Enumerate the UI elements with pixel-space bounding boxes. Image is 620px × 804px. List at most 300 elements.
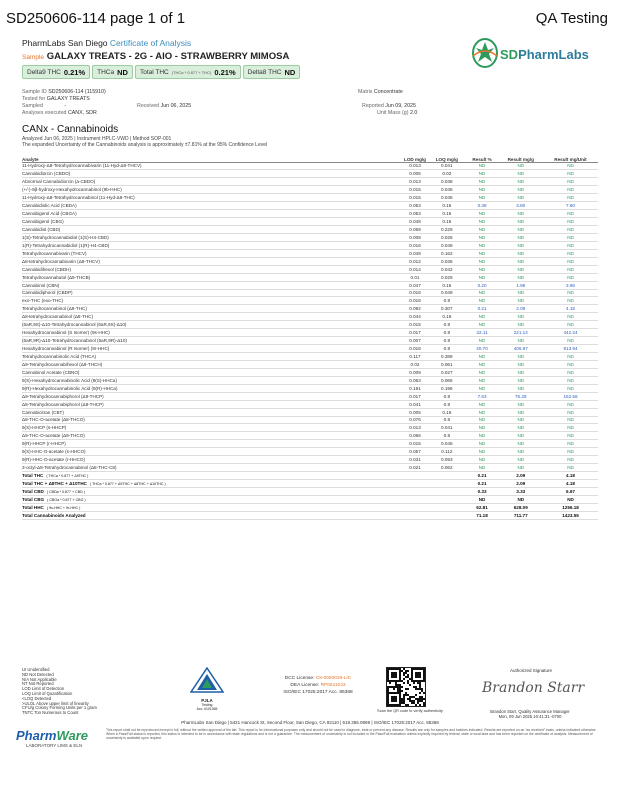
total-value: 1423.55 bbox=[543, 511, 598, 519]
total-row bbox=[22, 503, 598, 511]
cell-value: ND bbox=[466, 464, 499, 472]
cell-value: ND bbox=[498, 162, 543, 170]
cell-value: ND bbox=[543, 337, 598, 345]
analyte-name: Cannabidiorcin (CBDO) bbox=[22, 170, 402, 178]
table-row bbox=[22, 456, 598, 464]
table-row bbox=[22, 202, 598, 210]
cell-value: ND bbox=[498, 424, 543, 432]
cell-value: 76.28 bbox=[498, 392, 543, 400]
total-row bbox=[22, 472, 598, 480]
total-row bbox=[22, 495, 598, 503]
cell-value: ND bbox=[466, 432, 499, 440]
cell-value: ND bbox=[543, 408, 598, 416]
total-value: 6.67 bbox=[543, 487, 598, 495]
badge-delta9-thc: Delta9 THC 0.21% bbox=[22, 65, 90, 79]
table-row bbox=[22, 345, 598, 353]
cell-value: ND bbox=[466, 337, 499, 345]
document-id: SD250606-114 page 1 of 1 bbox=[6, 10, 186, 27]
cell-value: 442.24 bbox=[543, 329, 598, 337]
table-row bbox=[22, 233, 598, 241]
lab-name-line bbox=[22, 38, 191, 48]
cell-value: 0.053 bbox=[402, 210, 428, 218]
disclaimer: This report shall not be reproduced except in full, without the written approval of the lab. This report is for informational purposes only and should not be used to diagnose, treat or prevent any disease. Results are only for samples and batches indicated. Results are reported on an "as received" basis, unless indicated otherwise. When a Pass/Fail status is reported, this status is intended to be in accordance with state regulations and is not a guarantee. The measurement of uncertainty is not included in the Pass/Fail evaluation unless explicitly required by federal, state or local laws and has been reported on the certificate of analysis. Measurement of uncertainty is available upon request. bbox=[106, 728, 597, 740]
table-row bbox=[22, 329, 598, 337]
cell-value: 0.015 bbox=[402, 321, 428, 329]
table-row bbox=[22, 424, 598, 432]
cell-value: ND bbox=[466, 408, 499, 416]
total-value: ND bbox=[498, 495, 543, 503]
total-label: Total THC + Δ8THC + Δ10THC ( THCa * 0.877 + Δ9THC + Δ8THC + Δ10THC ) bbox=[22, 480, 402, 488]
table-row bbox=[22, 257, 598, 265]
cell-value: 0.066 bbox=[402, 432, 428, 440]
handwritten-signature: Brandon Starr bbox=[482, 680, 585, 696]
cell-value: 3.80 bbox=[498, 202, 543, 210]
cannabinoids-table bbox=[22, 150, 598, 520]
table-row bbox=[22, 178, 598, 186]
cell-value: ND bbox=[498, 233, 543, 241]
cell-value: 0.065 bbox=[428, 376, 466, 384]
analyte-name: Hexahydrocannabinol (S Isomer) (9s-HHC) bbox=[22, 329, 402, 337]
cell-value: ND bbox=[543, 464, 598, 472]
cell-value: 0.045 bbox=[428, 194, 466, 202]
abbreviation-item: LOQ Limit of Quantification bbox=[22, 690, 73, 696]
cell-value: ND bbox=[466, 249, 499, 257]
total-value: 4.18 bbox=[543, 480, 598, 488]
cell-value: ND bbox=[543, 233, 598, 241]
cell-value: 0.029 bbox=[428, 273, 466, 281]
cell-value: 1.98 bbox=[498, 281, 543, 289]
cell-value: 0.045 bbox=[428, 440, 466, 448]
cell-value: 0.8 bbox=[428, 297, 466, 305]
cell-value: 0.112 bbox=[428, 448, 466, 456]
unit-mass-row: Unit Mass (g) 2.0 bbox=[377, 110, 418, 116]
total-value: 0.21 bbox=[466, 480, 499, 488]
cell-value: 0.048 bbox=[402, 218, 428, 226]
cell-value: 0.117 bbox=[402, 353, 428, 361]
col-result-pct: Result % bbox=[466, 150, 499, 162]
table-row bbox=[22, 241, 598, 249]
table-row bbox=[22, 210, 598, 218]
cell-value: 0.008 bbox=[402, 233, 428, 241]
cell-value: ND bbox=[498, 241, 543, 249]
cell-value: ND bbox=[498, 249, 543, 257]
cell-value: 0.389 bbox=[428, 353, 466, 361]
analyte-name: Cannabidiolic Acid (CBDA) bbox=[22, 202, 402, 210]
table-row bbox=[22, 416, 598, 424]
analyte-name: 9(R)-HHCP (r-HHCP) bbox=[22, 440, 402, 448]
cell-value: ND bbox=[466, 368, 499, 376]
analyte-name: Δ9-Tetrahydrocannabihexol (Δ9-THCH) bbox=[22, 360, 402, 368]
matrix-row: Matrix Concentrate bbox=[358, 89, 403, 95]
table-row bbox=[22, 265, 598, 273]
cell-value: 0.041 bbox=[402, 400, 428, 408]
table-row bbox=[22, 218, 598, 226]
cell-value: ND bbox=[466, 424, 499, 432]
cell-value: ND bbox=[466, 241, 499, 249]
cell-value: 0.014 bbox=[402, 265, 428, 273]
table-row bbox=[22, 170, 598, 178]
badge-thca: THCa ND bbox=[92, 65, 133, 79]
cell-value: 0.02 bbox=[428, 170, 466, 178]
logo-text: SDPharmLabs bbox=[500, 47, 589, 62]
cell-value: 40.70 bbox=[466, 345, 499, 353]
cell-value: 0.16 bbox=[428, 313, 466, 321]
qr-caption: Scan the QR code to verify authenticity bbox=[377, 709, 443, 713]
cell-value: ND bbox=[543, 218, 598, 226]
cell-value: ND bbox=[466, 210, 499, 218]
cell-value: ND bbox=[466, 416, 499, 424]
analyte-name: Abnormal Cannabidiorcin (a-CBDO) bbox=[22, 178, 402, 186]
cell-value: ND bbox=[543, 297, 598, 305]
cell-value: ND bbox=[466, 265, 499, 273]
total-label: Total CBG ( CBGa * 0.877 + CBG ) bbox=[22, 495, 402, 503]
cell-value: 0.8 bbox=[428, 416, 466, 424]
cell-value: 0.16 bbox=[428, 408, 466, 416]
cell-value: 0.036 bbox=[428, 257, 466, 265]
cell-value: ND bbox=[466, 162, 499, 170]
cell-value: ND bbox=[498, 226, 543, 234]
cell-value: ND bbox=[466, 313, 499, 321]
sample-name-line bbox=[22, 51, 289, 62]
cell-value: 0.042 bbox=[428, 265, 466, 273]
analyte-name: 1(S)-Tetrahydrocannabidiol (1(S)-H4-CBD) bbox=[22, 233, 402, 241]
cell-value: ND bbox=[498, 400, 543, 408]
table-row bbox=[22, 281, 598, 289]
table-row bbox=[22, 376, 598, 384]
cell-value: 0.016 bbox=[402, 241, 428, 249]
cell-value: ND bbox=[498, 384, 543, 392]
cell-value: ND bbox=[466, 170, 499, 178]
cell-value: 0.076 bbox=[402, 416, 428, 424]
cell-value: 0.16 bbox=[428, 281, 466, 289]
analyte-name: 11-Hydroxy-Δ8-Tetrahydrocannabivarin (11-Hyd-Δ8-THCV) bbox=[22, 162, 402, 170]
cell-value: 0.21 bbox=[466, 305, 499, 313]
cell-value: ND bbox=[498, 321, 543, 329]
cell-value: 0.027 bbox=[428, 368, 466, 376]
cell-value: 0.016 bbox=[402, 345, 428, 353]
table-row bbox=[22, 448, 598, 456]
total-label: Total HHC ( 9s-HHC + 9r-HHC ) bbox=[22, 503, 402, 511]
cell-value: 0.021 bbox=[402, 464, 428, 472]
cell-value: 0.047 bbox=[402, 281, 428, 289]
cell-value: ND bbox=[543, 186, 598, 194]
cell-value: 0.057 bbox=[402, 448, 428, 456]
cell-value: ND bbox=[498, 440, 543, 448]
cell-value: ND bbox=[543, 360, 598, 368]
signature-label: Authorized Signature bbox=[510, 668, 553, 673]
analyte-name: Cannabigerol (CBG) bbox=[22, 218, 402, 226]
cell-value: 0.16 bbox=[428, 202, 466, 210]
sampled-row: Sampled - bbox=[22, 103, 67, 109]
table-row bbox=[22, 186, 598, 194]
cell-value: ND bbox=[498, 448, 543, 456]
cell-value: ND bbox=[543, 432, 598, 440]
lab-address: PharmLabs San Diego | 5421 Hancock St, Second Floor, San Diego, CA 92110 | 619.356.0898 | ISO/IEC 17025:2017 Acc. 85368 bbox=[181, 720, 439, 725]
total-label: Total Cannabinoids Analyzed bbox=[22, 511, 402, 519]
total-row bbox=[22, 511, 598, 519]
cell-value: ND bbox=[466, 289, 499, 297]
cell-value: ND bbox=[498, 337, 543, 345]
cell-value: ND bbox=[466, 353, 499, 361]
cell-value: ND bbox=[543, 368, 598, 376]
table-row bbox=[22, 289, 598, 297]
analyte-name: Δ8-tetrahydrocannabivarin (Δ8-THCV) bbox=[22, 257, 402, 265]
cell-value: ND bbox=[498, 289, 543, 297]
cell-value: ND bbox=[466, 297, 499, 305]
cell-value: 0.016 bbox=[402, 289, 428, 297]
cell-value: ND bbox=[543, 313, 598, 321]
cell-value: 0.307 bbox=[428, 305, 466, 313]
pjla-triangle-icon bbox=[190, 667, 224, 693]
pharmware-logo: PharmWare LABORATORY LIMS & ELN bbox=[16, 728, 89, 748]
cell-value: ND bbox=[543, 178, 598, 186]
analyte-name: 1(R)-Tetrahydrocannabidiol (1(R)-H4-CBD) bbox=[22, 241, 402, 249]
cell-value: 0.16 bbox=[428, 210, 466, 218]
table-row bbox=[22, 273, 598, 281]
cell-value: ND bbox=[543, 194, 598, 202]
cell-value: ND bbox=[543, 210, 598, 218]
cell-value: 0.20 bbox=[466, 281, 499, 289]
cell-value: ND bbox=[466, 226, 499, 234]
cell-value: ND bbox=[543, 265, 598, 273]
cell-value: 0.041 bbox=[428, 162, 466, 170]
cell-value: ND bbox=[543, 424, 598, 432]
cell-value: ND bbox=[466, 440, 499, 448]
cell-value: ND bbox=[498, 464, 543, 472]
verification-qr-code[interactable] bbox=[386, 667, 426, 707]
table-row bbox=[22, 408, 598, 416]
total-row bbox=[22, 487, 598, 495]
cell-value: 0.016 bbox=[402, 297, 428, 305]
cell-value: 0.015 bbox=[402, 440, 428, 448]
cell-value: ND bbox=[498, 432, 543, 440]
cell-value: ND bbox=[466, 360, 499, 368]
cell-value: 2.09 bbox=[498, 305, 543, 313]
cell-value: 0.8 bbox=[428, 392, 466, 400]
signatory-info: Brandon Starr, Quality Assurance Manager Mon, 09 Jun 2025 10:41:31 -0700 bbox=[490, 709, 570, 719]
cell-value: ND bbox=[466, 448, 499, 456]
cell-value: ND bbox=[466, 273, 499, 281]
total-value: ND bbox=[543, 495, 598, 503]
cell-value: 0.053 bbox=[402, 202, 428, 210]
badge-delta8-thc: Delta8 THC ND bbox=[243, 65, 301, 79]
section-title: CANx - Cannabinoids bbox=[22, 124, 119, 135]
cell-value: 0.062 bbox=[428, 464, 466, 472]
cell-value: ND bbox=[543, 289, 598, 297]
reported-row: Reported Jun 09, 2025 bbox=[362, 103, 416, 109]
cell-value: ND bbox=[498, 456, 543, 464]
table-row bbox=[22, 464, 598, 472]
license-info: DCC License: C8-0000018-LIC DEA License: RP0611043 ISO/IEC 17025:2017 Acc. 85368 bbox=[283, 676, 353, 695]
table-row bbox=[22, 353, 598, 361]
col-result-mgg: Result mg/g bbox=[498, 150, 543, 162]
analyte-name: Cannabinol (CBN) bbox=[22, 281, 402, 289]
cell-value: ND bbox=[498, 368, 543, 376]
cell-value: 0.162 bbox=[428, 249, 466, 257]
cell-value: 221.12 bbox=[498, 329, 543, 337]
analyte-name: (6aR,9S)-Δ10-Tetrahydrocannabinol (6aR,9S)-Δ10) bbox=[22, 321, 402, 329]
sample-id-row: Sample ID SD250606-114 (115910) bbox=[22, 89, 106, 95]
cell-value: ND bbox=[543, 456, 598, 464]
total-value: 628.09 bbox=[498, 503, 543, 511]
tested-for-row: Tested for GALAXY TREATS bbox=[22, 96, 90, 102]
lab-name: PharmLabs San Diego bbox=[22, 38, 108, 48]
total-value: 2.09 bbox=[498, 472, 543, 480]
cell-value: 0.229 bbox=[428, 226, 466, 234]
analyte-name: Cannabinol Acetate (CBNO) bbox=[22, 368, 402, 376]
analyte-name: Hexahydrocannabinol (R Isomer) (9r-HHC) bbox=[22, 345, 402, 353]
cell-value: 0.01 bbox=[402, 273, 428, 281]
cell-value: 0.061 bbox=[428, 360, 466, 368]
cell-value: ND bbox=[543, 321, 598, 329]
cell-value: 0.013 bbox=[402, 178, 428, 186]
qr-code-icon bbox=[387, 668, 425, 706]
cell-value: 7.60 bbox=[543, 202, 598, 210]
abbreviation-item: UI Unidentified bbox=[22, 667, 50, 672]
analyte-name: Tetrahydrocannabivarin (THCV) bbox=[22, 249, 402, 257]
potency-badges bbox=[22, 65, 300, 79]
cell-value: 0.015 bbox=[402, 186, 428, 194]
table-row bbox=[22, 360, 598, 368]
cell-value: ND bbox=[543, 400, 598, 408]
table-row bbox=[22, 384, 598, 392]
cell-value: 406.97 bbox=[498, 345, 543, 353]
cell-value: 22.11 bbox=[466, 329, 499, 337]
cell-value: ND bbox=[498, 360, 543, 368]
analyte-name: Δ8-Tetrahydrocannabiphorol (Δ8-THCP) bbox=[22, 400, 402, 408]
cell-value: ND bbox=[543, 384, 598, 392]
cell-value: ND bbox=[498, 265, 543, 273]
analyses-row: Analyses executed CANX, SDR bbox=[22, 110, 97, 116]
cell-value: 0.049 bbox=[402, 249, 428, 257]
qa-testing-label: QA Testing bbox=[535, 10, 608, 27]
sdpharmlabs-logo bbox=[470, 36, 610, 70]
cell-value: ND bbox=[466, 186, 499, 194]
product-name: GALAXY TREATS - 2G - AIO - STRAWBERRY MIMOSA bbox=[46, 51, 290, 62]
analyte-name: 11-Hydroxy-Δ8-Tetrahydrocannabinol (11-Hyd-Δ8-THC) bbox=[22, 194, 402, 202]
received-row: Received Jun 06, 2025 bbox=[137, 103, 192, 109]
cell-value: ND bbox=[466, 257, 499, 265]
cell-value: ND bbox=[543, 376, 598, 384]
abbreviation-item: NT Not Reported bbox=[22, 681, 54, 687]
cell-value: 0.041 bbox=[428, 424, 466, 432]
cell-value: 0.013 bbox=[402, 162, 428, 170]
cell-value: 0.015 bbox=[402, 194, 428, 202]
analyte-name: 9(S)-Hexahydrocannabinolic Acid (9(S)-HHCa) bbox=[22, 376, 402, 384]
total-value: 0.33 bbox=[466, 487, 499, 495]
cell-value: ND bbox=[466, 456, 499, 464]
analyte-name: Tetrahydrocannabinolic Acid (THCA) bbox=[22, 353, 402, 361]
total-row bbox=[22, 480, 598, 488]
pjla-accreditation-badge: PJLA Testing Acc. #101365 bbox=[190, 667, 224, 707]
analyte-name: Δ9-Tetrahydrocannabiphorol (Δ9-THCP) bbox=[22, 392, 402, 400]
total-value: 1256.18 bbox=[543, 503, 598, 511]
table-row bbox=[22, 313, 598, 321]
analyte-name: 9(S)-HHCP (s-HHCP) bbox=[22, 424, 402, 432]
cell-value: 0.012 bbox=[402, 257, 428, 265]
analyte-name: Cannabicitran (CBT) bbox=[22, 408, 402, 416]
cell-value: ND bbox=[498, 313, 543, 321]
cell-value: 0.006 bbox=[402, 170, 428, 178]
cell-value: 0.031 bbox=[402, 456, 428, 464]
cell-value: 0.8 bbox=[428, 400, 466, 408]
cell-value: 0.049 bbox=[428, 241, 466, 249]
cell-value: ND bbox=[466, 384, 499, 392]
cell-value: 0.038 bbox=[428, 178, 466, 186]
cell-value: 0.017 bbox=[402, 329, 428, 337]
col-result-mgunit: Result mg/Unit bbox=[543, 150, 598, 162]
total-value: 2.09 bbox=[498, 480, 543, 488]
table-row bbox=[22, 392, 598, 400]
table-row bbox=[22, 226, 598, 234]
abbreviation-item: <LOQ Detected bbox=[22, 695, 52, 701]
analyte-name: 3-octyl-Δ8-Tetrahydrocannabinol (Δ8-THC-C8) bbox=[22, 464, 402, 472]
cell-value: 0.8 bbox=[428, 321, 466, 329]
table-row bbox=[22, 194, 598, 202]
total-value: 62.81 bbox=[466, 503, 499, 511]
total-label: Total CBD ( CBDa * 0.877 + CBD ) bbox=[22, 487, 402, 495]
cell-value: ND bbox=[466, 218, 499, 226]
abbreviation-item: LOD Limit of Detection bbox=[22, 686, 65, 692]
cell-value: 0.026 bbox=[428, 233, 466, 241]
cell-value: ND bbox=[498, 376, 543, 384]
cell-value: ND bbox=[543, 162, 598, 170]
cell-value: 3.96 bbox=[543, 281, 598, 289]
table-row bbox=[22, 337, 598, 345]
table-row bbox=[22, 305, 598, 313]
cell-value: ND bbox=[498, 273, 543, 281]
cell-value: ND bbox=[498, 408, 543, 416]
analyte-name: Tetrahydrocannabutol (Δ9-THCB) bbox=[22, 273, 402, 281]
analyte-name: (+/-)-9β-hydroxy-Hexahydrocannabinol (9b-HHC) bbox=[22, 186, 402, 194]
analyte-name: Cannabidiol (CBD) bbox=[22, 226, 402, 234]
cell-value: 0.02 bbox=[402, 360, 428, 368]
cell-value: ND bbox=[466, 376, 499, 384]
total-value: 71.18 bbox=[466, 511, 499, 519]
badge-total-thc: Total THC (THCa * 0.877 + THC) 0.21% bbox=[135, 65, 241, 79]
cell-value: 0.38 bbox=[466, 202, 499, 210]
cell-value: 0.049 bbox=[428, 289, 466, 297]
analyte-name: exo-THC (exo-THC) bbox=[22, 297, 402, 305]
analyte-name: Cannabidiphorol (CBDP) bbox=[22, 289, 402, 297]
cell-value: 0.009 bbox=[402, 368, 428, 376]
sample-label: Sample bbox=[22, 54, 45, 61]
cell-value: 0.092 bbox=[402, 305, 428, 313]
cell-value: ND bbox=[543, 353, 598, 361]
cell-value: 0.045 bbox=[428, 186, 466, 194]
table-header-row bbox=[22, 150, 598, 162]
cell-value: ND bbox=[498, 218, 543, 226]
cell-value: ND bbox=[543, 440, 598, 448]
analyte-name: Cannabidihexol (CBDH) bbox=[22, 265, 402, 273]
cell-value: ND bbox=[498, 210, 543, 218]
analyte-name: Δ9-THC-O-acetate (Δ9-THCO) bbox=[22, 432, 402, 440]
cell-value: 0.013 bbox=[402, 424, 428, 432]
analyte-name: Δ8-tetrahydrocannabinol (Δ8-THC) bbox=[22, 313, 402, 321]
cell-value: ND bbox=[498, 186, 543, 194]
cell-value: ND bbox=[498, 297, 543, 305]
total-value: 4.18 bbox=[543, 472, 598, 480]
table-row bbox=[22, 432, 598, 440]
abbreviation-item: N/A Not Applicable bbox=[22, 676, 57, 682]
abbreviation-item: >ULOL Above upper limit of linearity bbox=[22, 700, 89, 706]
total-label: Total THC ( THCa * 0.877 + Δ9THC ) bbox=[22, 472, 402, 480]
table-row bbox=[22, 400, 598, 408]
cell-value: ND bbox=[466, 178, 499, 186]
col-lod: LOD mg/g bbox=[402, 150, 428, 162]
analyte-name: Cannabigerol Acid (CBGA) bbox=[22, 210, 402, 218]
cell-value: 0.196 bbox=[428, 384, 466, 392]
